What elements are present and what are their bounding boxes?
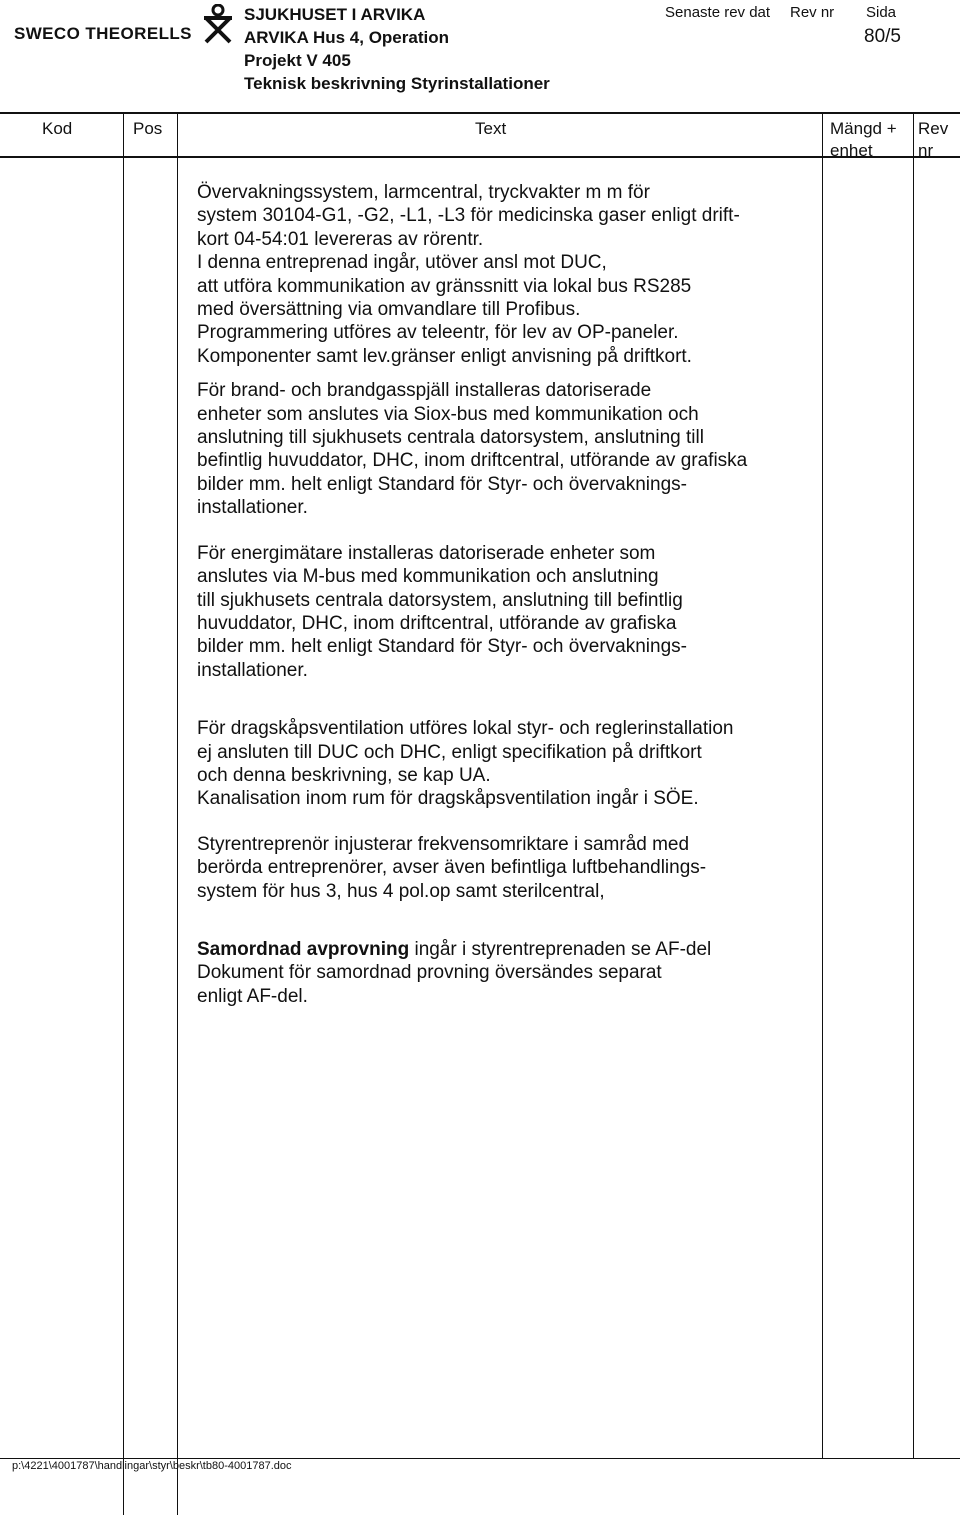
page-label: Sida — [866, 4, 897, 21]
column-header-rev — [918, 118, 948, 162]
column-header-text: Text — [475, 119, 507, 138]
column-header-pos: Pos — [133, 119, 163, 138]
column-header-kod: Kod — [42, 119, 73, 138]
company-logo — [14, 4, 234, 44]
header-rule-top — [0, 112, 960, 114]
paragraph-fire-dampers: För brand- och brandgasspjäll installeras datoriserade enheter som anslutes via Siox-bus med kommunikation och anslutning till sjukhusets centrala datorsystem, anslutning till befintlig huvuddator, DHC, inom driftcentral, utförande av grafiska bilder mm. helt enligt Standard för Styr- och övervaknings- installationer. — [197, 380, 748, 519]
company-logo-text: SWECO THEORELLS — [14, 24, 192, 43]
header-rule-bottom — [0, 156, 960, 158]
sweco-mark-icon — [200, 4, 236, 44]
paragraph-frequency-converters: Styrentreprenör injusterar frekvensomriktare i samråd med berörda entreprenörer, avser även befintliga luftbehandlings- system för hus 3, hus 4 pol.op samt sterilcentral, — [197, 833, 707, 902]
description-text — [197, 181, 817, 1008]
paragraph-fume-hood-ventilation: För dragskåpsventilation utföres lokal styr- och reglerinstallation ej ansluten till DUC och DHC, enligt specifikation på driftkort och denna beskrivning, se kap UA. Kanalisation inom rum för dragskåpsventilation ingår i SÖE. — [197, 718, 734, 810]
coordinated-testing-text: ingår i styrentreprenaden se AF-del Dokument för samordnad provning översändes separat enligt AF-del. — [197, 938, 712, 1007]
column-header-mangd-line1: Mängd + — [830, 119, 897, 138]
column-header-rev-line2: nr — [918, 141, 934, 160]
paragraph-energy-meters: För energimätare installeras datoriserade enheter som anslutes via M-bus med kommunikation och anslutning till sjukhusets centrala datorsystem, anslutning till befintlig huvuddator, DHC, inom driftcentral, utförande av grafiska bilder mm. helt enligt Standard för Styr- och övervaknings- installationer. — [197, 542, 687, 681]
footer-rule — [0, 1458, 960, 1459]
project-hospital: SJUKHUSET I ARVIKA — [244, 5, 426, 24]
paragraph-monitoring-system: Övervakningssystem, larmcentral, tryckvakter m m för system 30104-G1, -G2, -L1, -L3 för medicinska gaser enligt drift- kort 04-54:01 levereras av rörentr. I denna entreprenad ingår, utöver ansl mot DUC, att utföra kommunikation av gränssnitt via lokal bus RS285 med översättning via omvandlare till Profibus. Programmering utföres av teleentr, för lev av OP-paneler. Komponenter samt lev.gränser enligt anvisning på driftkort. — [197, 182, 740, 367]
paragraph-coordinated-testing — [197, 938, 817, 1008]
column-header-mangd — [830, 118, 897, 162]
document-title: Teknisk beskrivning Styrinstallationer — [244, 74, 550, 93]
project-building: ARVIKA Hus 4, Operation — [244, 28, 449, 47]
column-divider-text-mangd — [822, 113, 823, 1458]
column-divider-pos-text — [177, 113, 178, 1515]
revision-date-label: Senaste rev dat — [665, 4, 771, 21]
column-header-mangd-line2: enhet — [830, 141, 873, 160]
project-number: Projekt V 405 — [244, 51, 351, 70]
project-title-block — [244, 3, 550, 95]
coordinated-testing-heading: Samordnad avprovning — [197, 938, 410, 960]
file-path: p:\4221\4001787\handlingar\styr\beskr\tb80-4001787.doc — [12, 1460, 292, 1472]
column-header-rev-line1: Rev — [918, 119, 949, 138]
column-divider-mangd-rev — [913, 113, 914, 1458]
revision-number-label: Rev nr — [790, 4, 835, 21]
page-number: 80/5 — [864, 26, 901, 47]
column-divider-kod-pos — [123, 113, 124, 1515]
